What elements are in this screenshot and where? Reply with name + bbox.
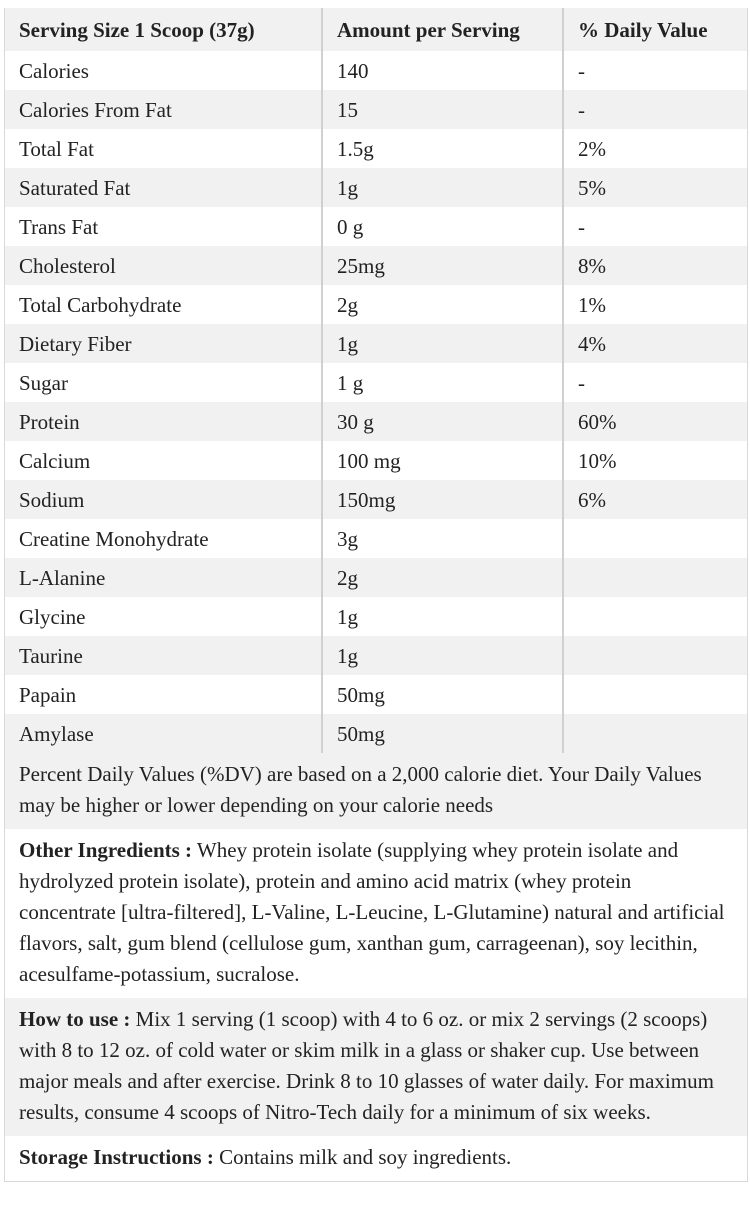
storage-label: Storage Instructions : (19, 1145, 214, 1169)
nutrient-amount: 25mg (322, 246, 563, 285)
nutrient-name: L-Alanine (19, 565, 106, 590)
table-row (5, 363, 747, 402)
nutrient-daily-value: 8% (563, 246, 747, 285)
table-row (5, 324, 747, 363)
nutrient-daily-value (563, 519, 747, 558)
nutrient-amount: 3g (322, 519, 563, 558)
nutrient-name: Total Fat (19, 136, 94, 161)
table-row (5, 51, 747, 90)
nutrient-name: Dietary Fiber (19, 331, 132, 356)
how-to-use-label: How to use : (19, 1007, 131, 1031)
nutrient-name: Amylase (19, 721, 94, 746)
nutrient-amount: 2g (322, 558, 563, 597)
nutrient-amount: 1g (322, 636, 563, 675)
table-row (5, 558, 747, 597)
nutrient-amount: 100 mg (322, 441, 563, 480)
nutrient-daily-value: - (563, 51, 747, 90)
nutrient-name: Sodium (19, 487, 85, 512)
nutrient-amount: 1 g (322, 363, 563, 402)
nutrient-daily-value (563, 558, 747, 597)
header-daily-value: % Daily Value (563, 8, 747, 51)
table-row (5, 636, 747, 675)
table-row (5, 168, 747, 207)
table-row (5, 207, 747, 246)
how-to-use-text: Mix 1 serving (1 scoop) with 4 to 6 oz. or mix 2 servings (2 scoops) with 8 to 12 oz. of cold water or skim milk in a glass or shaker cup. Use between major meals and after exercise. Drink 8 to 10 glasses of water daily. For maximum results, consume 4 scoops of Nitro-Tech daily for a minimum of six weeks. (19, 1007, 714, 1124)
table-row (5, 402, 747, 441)
storage-instructions (5, 1136, 747, 1181)
other-ingredients (5, 829, 747, 998)
nutrient-daily-value: - (563, 90, 747, 129)
table-header-row (5, 8, 747, 51)
nutrient-amount: 1g (322, 597, 563, 636)
nutrition-table (5, 8, 747, 753)
table-row (5, 714, 747, 753)
nutrient-amount: 0 g (322, 207, 563, 246)
header-serving-size: Serving Size 1 Scoop (37g) (19, 17, 255, 42)
nutrient-name: Saturated Fat (19, 175, 131, 200)
table-row (5, 285, 747, 324)
nutrient-daily-value: 2% (563, 129, 747, 168)
other-ingredients-text: Whey protein isolate (supplying whey protein isolate and hydrolyzed protein isolate), protein and amino acid matrix (whey protein concentrate [ultra-filtered], L-Valine, L-Leucine, L-Glutamine) natural and artificial flavors, salt, gum blend (cellulose gum, xanthan gum, carrageenan), soy lecithin, acesulfame-potassium, sucralose. (19, 838, 725, 986)
nutrient-amount: 140 (322, 51, 563, 90)
other-ingredients-label: Other Ingredients : (19, 838, 193, 862)
nutrient-amount: 30 g (322, 402, 563, 441)
table-row (5, 480, 747, 519)
nutrient-daily-value (563, 675, 747, 714)
nutrient-name: Total Carbohydrate (19, 292, 182, 317)
nutrition-facts-panel (4, 8, 748, 1182)
table-row (5, 129, 747, 168)
table-row (5, 519, 747, 558)
nutrient-name: Creatine Monohydrate (19, 526, 209, 551)
nutrient-name: Protein (19, 409, 80, 434)
nutrient-name: Calories From Fat (19, 97, 172, 122)
nutrient-name: Papain (19, 682, 77, 707)
table-row (5, 441, 747, 480)
table-row (5, 675, 747, 714)
nutrient-amount: 50mg (322, 675, 563, 714)
nutrient-amount: 50mg (322, 714, 563, 753)
storage-text: Contains milk and soy ingredients. (213, 1145, 512, 1169)
nutrient-name: Taurine (19, 643, 83, 668)
nutrient-name: Sugar (19, 370, 68, 395)
how-to-use (5, 998, 747, 1136)
nutrient-name: Trans Fat (19, 214, 99, 239)
table-row (5, 90, 747, 129)
nutrient-daily-value: - (563, 207, 747, 246)
nutrient-name: Cholesterol (19, 253, 116, 278)
nutrient-amount: 15 (322, 90, 563, 129)
nutrient-daily-value: 10% (563, 441, 747, 480)
nutrient-amount: 1.5g (322, 129, 563, 168)
nutrient-daily-value: 5% (563, 168, 747, 207)
nutrient-daily-value (563, 636, 747, 675)
nutrient-amount: 2g (322, 285, 563, 324)
nutrient-name: Glycine (19, 604, 86, 629)
table-row (5, 246, 747, 285)
nutrient-daily-value: 60% (563, 402, 747, 441)
nutrient-name: Calories (19, 58, 89, 83)
nutrient-daily-value (563, 714, 747, 753)
daily-values-note (5, 753, 747, 829)
nutrient-amount: 1g (322, 168, 563, 207)
nutrient-daily-value: 1% (563, 285, 747, 324)
daily-values-text: Percent Daily Values (%DV) are based on a 2,000 calorie diet. Your Daily Values may be higher or lower depending on your calorie needs (19, 762, 702, 817)
table-row (5, 597, 747, 636)
header-amount: Amount per Serving (322, 8, 563, 51)
nutrient-amount: 150mg (322, 480, 563, 519)
nutrient-daily-value (563, 597, 747, 636)
nutrient-daily-value: - (563, 363, 747, 402)
nutrient-name: Calcium (19, 448, 91, 473)
nutrient-daily-value: 6% (563, 480, 747, 519)
nutrient-amount: 1g (322, 324, 563, 363)
nutrient-daily-value: 4% (563, 324, 747, 363)
